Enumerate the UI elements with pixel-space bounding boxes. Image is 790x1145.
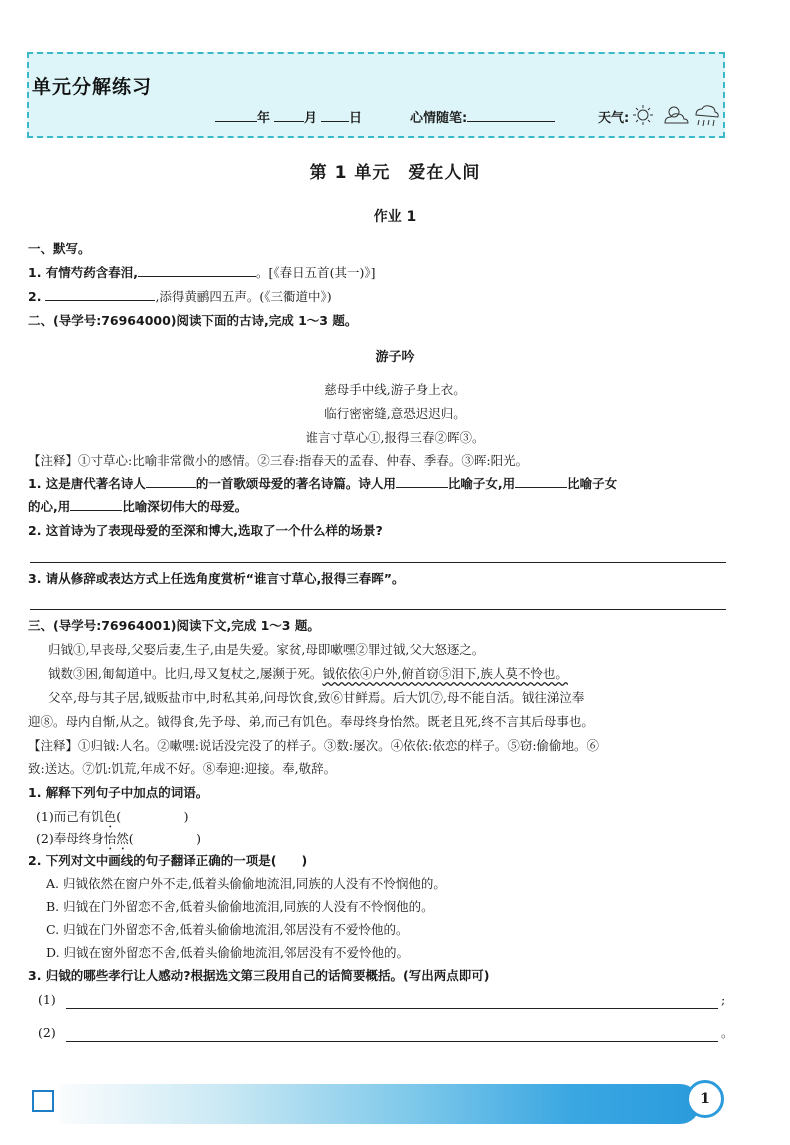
- option-a[interactable]: A. 归钺依然在窗户外不走,低着头偷偷地流泪,同族的人没有不怜悯他的。: [46, 876, 446, 891]
- date-line: [215, 107, 362, 126]
- answer-line[interactable]: [30, 562, 726, 563]
- footer-square-icon: [32, 1090, 54, 1112]
- mood-line: [410, 107, 555, 126]
- option-b[interactable]: B. 归钺在门外留恋不舍,低着头偷偷地流泪,同族的人没有不怜悯他的。: [46, 899, 434, 914]
- passage-note: 致:送达。⑦饥:饥荒,年成不好。⑧奉迎:迎接。奉,敬辞。: [28, 761, 337, 776]
- answer-blank[interactable]: [515, 475, 567, 488]
- page-number: 1: [686, 1080, 724, 1118]
- section1-heading: 一、默写。: [28, 241, 91, 256]
- answer-blank[interactable]: [45, 288, 155, 301]
- page-header-title: 单元分解练习: [32, 76, 153, 98]
- homework-title: 作业 1: [373, 209, 417, 225]
- weather-label: 天气:: [598, 111, 630, 126]
- passage-note: 【注释】①归钺:人名。②嗽嘿:说话没完没了的样子。③数:屡次。④依依:依恋的样子。⑤窃:偷偷地。⑥: [28, 738, 600, 753]
- weather-icons: [632, 101, 722, 129]
- poem-line: 谁言寸草心①,报得三春②晖③。: [305, 430, 485, 445]
- section2-heading: 二、(导学号:76964000)阅读下面的古诗,完成 1～3 题。: [28, 313, 358, 328]
- section1-q1: 1. 有情芍药含春泪, 。[《春日五首(其一)》]: [28, 265, 376, 280]
- year-blank[interactable]: [215, 109, 257, 122]
- section2-q1-line1: 1. 这是唐代著名诗人 的一首歌颂母爱的著名诗篇。诗人用 比喻子女,用 比喻子女: [28, 476, 618, 491]
- section2-q2: 2. 这首诗为了表现母爱的至深和博大,选取了一个什么样的场景?: [28, 523, 383, 538]
- passage-paragraph: 迎⑧。母内自惭,从之。钺得食,先予母、弟,而己有饥色。奉母终身怡然。既老且死,终不言其后母事也。: [28, 714, 594, 729]
- section3-q1-item: (2)奉母终身怡然( ): [36, 831, 201, 846]
- option-d[interactable]: D. 归钺在窗外留恋不舍,低着头偷偷地流泪,邻居没有不爱怜他的。: [46, 945, 409, 960]
- poem-line: 慈母手中线,游子身上衣。: [324, 382, 466, 397]
- section3-q2: 2. 下列对文中画线的句子翻译正确的一项是( ): [28, 853, 308, 868]
- answer-blank[interactable]: [138, 264, 256, 277]
- answer-blank[interactable]: [70, 498, 122, 511]
- poem-title: 游子吟: [375, 350, 415, 365]
- answer-end-1: ;: [721, 992, 726, 1007]
- answer-blank[interactable]: [146, 475, 196, 488]
- answer-label-1: (1): [38, 992, 56, 1007]
- month-blank[interactable]: [274, 109, 304, 122]
- answer-parens[interactable]: ( ): [128, 831, 201, 846]
- poem-note: 【注释】①寸草心:比喻非常微小的感情。②三春:指春天的孟春、仲春、季春。③晖:阳光。: [28, 453, 529, 468]
- answer-blank[interactable]: [396, 475, 448, 488]
- answer-line[interactable]: [66, 1041, 718, 1042]
- answer-end-2: 。: [721, 1025, 734, 1040]
- mood-label: 心情随笔:: [410, 111, 468, 126]
- section2-q1-line2: 的心,用 比喻深切伟大的母爱。: [28, 499, 248, 514]
- day-label: 日: [349, 111, 363, 126]
- sun-icon: [633, 105, 653, 125]
- underlined-sentence: 钺依依④户外,俯首窃⑤泪下,族人莫不怜也。: [322, 666, 568, 681]
- passage-paragraph: 归钺①,早丧母,父娶后妻,生子,由是失爱。家贫,母即嗽嘿②罪过钺,父大怒逐之。: [48, 642, 485, 657]
- answer-label-2: (2): [38, 1025, 56, 1040]
- year-label: 年: [257, 111, 271, 126]
- option-c[interactable]: C. 归钺在门外留恋不舍,低着头偷偷地流泪,邻居没有不爱怜他的。: [46, 922, 409, 937]
- section3-heading: 三、(导学号:76964001)阅读下文,完成 1～3 题。: [28, 618, 320, 633]
- unit-title: 第 1 单元 爱在人间: [309, 163, 481, 183]
- answer-line[interactable]: [66, 1008, 718, 1009]
- poem-line: 临行密密缝,意恐迟迟归。: [324, 406, 466, 421]
- section2-q3: 3. 请从修辞或表达方式上任选角度赏析“谁言寸草心,报得三春晖”。: [28, 571, 405, 586]
- section3-q1-item: (1)而己有饥色( ): [36, 809, 189, 824]
- section1-q2: 2. ,添得黄鹂四五声。(《三衢道中》): [28, 289, 332, 304]
- passage-paragraph: 父卒,母与其子居,钺贩盐市中,时私其弟,问母饮食,致⑥甘鲜焉。后大饥⑦,母不能自活。钺往涕泣奉: [48, 690, 585, 705]
- answer-parens[interactable]: ( ): [116, 809, 189, 824]
- month-label: 月: [304, 111, 318, 126]
- footer-bar: [60, 1084, 700, 1124]
- day-blank[interactable]: [321, 109, 349, 122]
- partly-cloudy-icon: [665, 107, 688, 123]
- section3-q1: 1. 解释下列句子中加点的词语。: [28, 785, 209, 800]
- section3-q3: 3. 归钺的哪些孝行让人感动?根据选文第三段用自己的话简要概括。(写出两点即可): [28, 968, 490, 983]
- passage-paragraph: 钺数③困,匍匐道中。比归,母又复杖之,屡濒于死。钺依依④户外,俯首窃⑤泪下,族人莫不怜也。: [48, 666, 568, 681]
- rain-icon: [696, 106, 718, 126]
- mood-blank[interactable]: [467, 109, 555, 122]
- answer-line[interactable]: [30, 609, 726, 610]
